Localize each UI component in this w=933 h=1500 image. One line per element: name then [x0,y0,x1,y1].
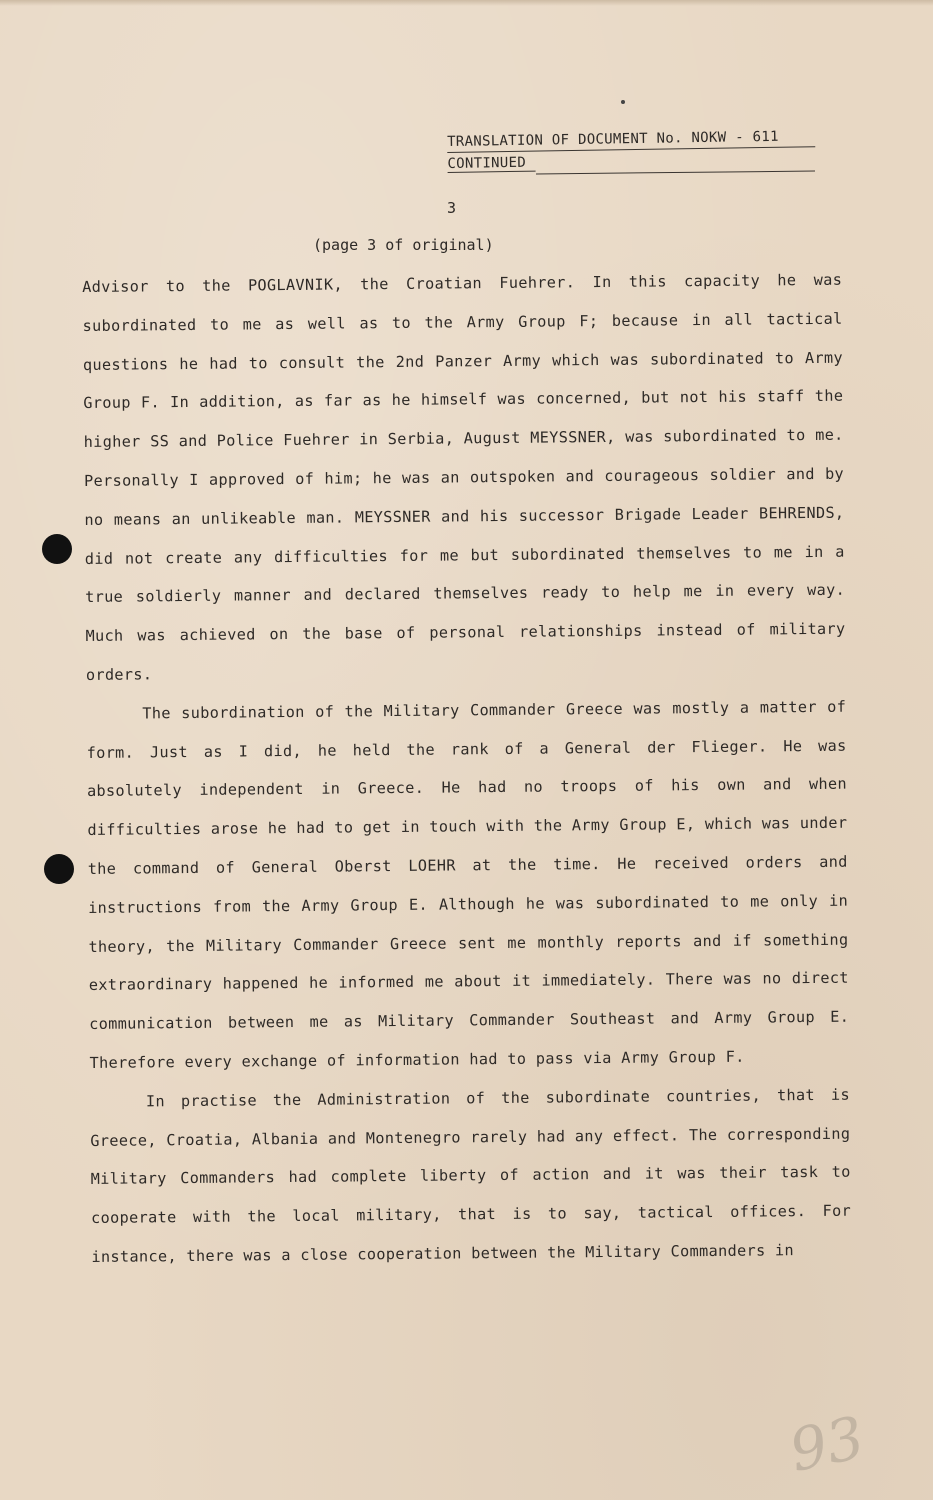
handwritten-page-mark: 93 [783,1403,871,1485]
ink-speck [621,100,625,104]
punch-hole [44,854,74,884]
paper-edge [0,0,933,6]
paragraph: Advisor to the POGLAVNIK, the Croatian Fuehrer. In this capacity he was subordinated to me as well as to the Army Group F; because in all tactical questions he had to consult the 2nd Panzer Army which was subordinated to Army Group F. In addition, as far as he himself was concerned, but not his staff the higher SS and Police Fuehrer in Serbia, August MEYSSNER, was subordinated to me. Personally I approved of him; he was an outspoken and courageous soldier and by no means an unlikeable man. MEYSSNER and his successor Brigade Leader BEHRENDS, did not create any difficulties for me but subordinated themselves to me in a true soldierly manner and declared themselves ready to help me in every way. Much was achieved on the base of personal relationships instead of military orders. [82,270,846,684]
document-header [447,128,816,173]
paragraph: The subordination of the Military Commander Greece was mostly a matter of form. Just as I did, he held the rank of a General der Flieger. He was absolutely independent in Greece. He had no troops of his own and when difficulties arose he had to get in touch with the Army Group E, which was under the command of General Oberst LOEHR at the time. He received orders and instructions from the Army Group E. Although he was subordinated to me only in theory, the Military Commander Greece sent me monthly reports and if something extraordinary happened he informed me about it immediately. There was no direct communication between me as Military Commander Southeast and Army Group E. Therefore every exchange of information had to pass via Army Group F. [86,697,850,1072]
page-number: 3 [447,199,457,217]
paragraph: In practise the Administration of the subordinate countries, that is Greece, Croatia, Albania and Montenegro rarely had any effect. The corresponding Military Commanders had complete liberty of action and it was their task to cooperate with the local military, that is to say, tactical offices. For instance, there was a close cooperation between the Military Commanders in [90,1085,852,1266]
punch-hole [42,534,72,564]
header-continued: CONTINUED [447,155,535,173]
document-body [82,261,852,1277]
header-underline [536,171,815,175]
header-title: TRANSLATION OF DOCUMENT No. NOKW - 611 [447,128,815,153]
page-subtitle: (page 3 of original) [313,236,494,254]
